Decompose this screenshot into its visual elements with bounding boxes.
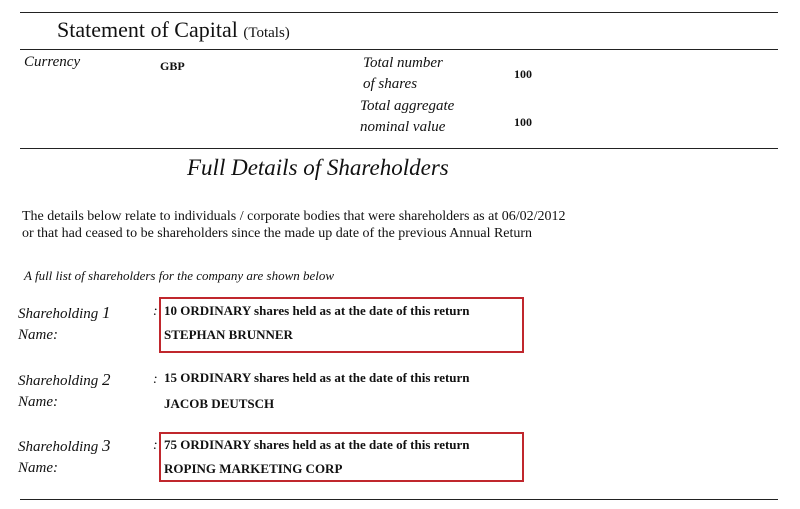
currency-label: Currency <box>24 54 81 70</box>
aggregate-value: 100 <box>514 115 532 129</box>
shareholding-2-colon: : <box>153 372 158 387</box>
shareholding-2-name-label: Name: <box>18 394 58 410</box>
intro-line-2: or that had ceased to be shareholders since the made up date of the previous Annual Return <box>22 226 533 241</box>
shareholding-3-label: Shareholding <box>18 439 99 455</box>
shareholding-1-label-block <box>18 302 111 346</box>
shareholding-3-shares: 75 ORDINARY shares held as at the date of this return <box>164 437 470 452</box>
shareholding-1-label: Shareholding <box>18 306 99 322</box>
intro-date: 06/02/2012 <box>501 209 566 224</box>
top-rule <box>20 12 778 13</box>
statement-bottom-rule <box>20 148 778 149</box>
shareholding-1-shares: 10 ORDINARY shares held as at the date of this return <box>164 303 470 318</box>
intro-line-1: The details below relate to individuals / corporate bodies that were shareholders as at <box>22 209 499 224</box>
shareholding-2-number: 2 <box>102 370 111 389</box>
aggregate-label-2: nominal value <box>360 119 446 135</box>
shareholding-1-number: 1 <box>102 303 111 322</box>
shareholding-2-label: Shareholding <box>18 373 99 389</box>
shareholding-2-label-block <box>18 369 111 413</box>
statement-title-text: Statement of Capital <box>57 17 238 42</box>
shareholding-2-name: JACOB DEUTSCH <box>164 396 275 411</box>
shareholding-3-label-block <box>18 435 111 479</box>
shareholding-3-colon: : <box>153 438 158 453</box>
shareholders-note: A full list of shareholders for the company are shown below <box>24 268 335 283</box>
shareholding-3-name-label: Name: <box>18 460 58 476</box>
shareholding-1-colon: : <box>153 304 158 319</box>
total-shares-value: 100 <box>514 67 532 81</box>
total-shares-label-1: Total number <box>363 55 443 71</box>
aggregate-label-1: Total aggregate <box>360 98 455 114</box>
total-shares-label-2: of shares <box>363 76 418 92</box>
shareholding-2-shares: 15 ORDINARY shares held as at the date of this return <box>164 370 470 385</box>
statement-rule <box>20 49 778 50</box>
intro-text <box>22 208 566 242</box>
shareholding-3-number: 3 <box>102 436 111 455</box>
shareholding-1-name-label: Name: <box>18 327 58 343</box>
currency-value: GBP <box>160 59 185 73</box>
shareholding-1-name: STEPHAN BRUNNER <box>164 327 293 342</box>
statement-title <box>57 17 290 43</box>
statement-title-suffix: (Totals) <box>243 25 290 41</box>
shareholders-heading: Full Details of Shareholders <box>187 155 449 180</box>
bottom-rule <box>20 499 778 500</box>
shareholding-3-name: ROPING MARKETING CORP <box>164 461 343 476</box>
